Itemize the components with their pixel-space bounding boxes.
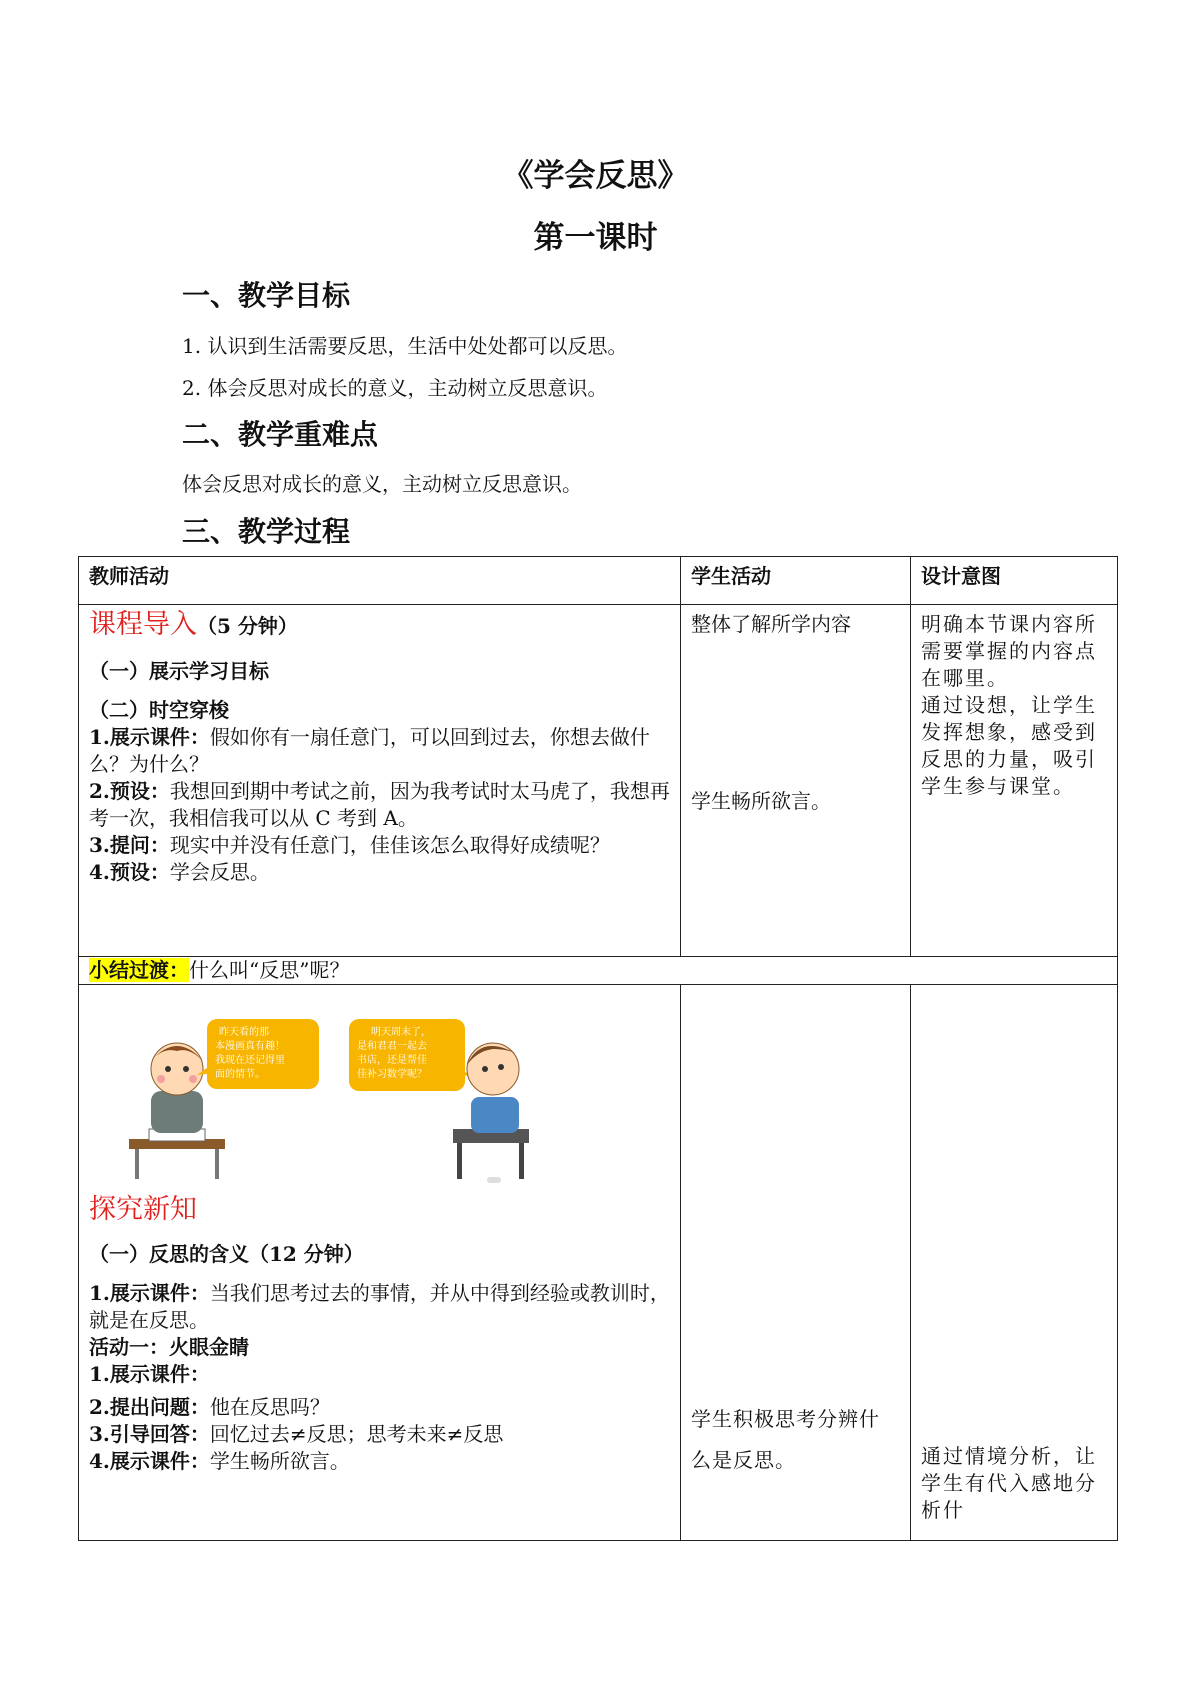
key-text: 体会反思对成长的意义，主动树立反思意识。 <box>182 472 582 496</box>
list-item: 3.引导回答：回忆过去≠反思；思考未来≠反思 <box>89 1422 504 1446</box>
document-subtitle: 第一课时 <box>533 220 658 256</box>
lesson-table <box>78 556 1118 1541</box>
student-activity: 整体了解所学内容 <box>691 612 851 636</box>
svg-text:面的情节。: 面的情节。 <box>215 1069 265 1080</box>
header-design: 设计意图 <box>911 557 1118 605</box>
table-row <box>79 985 1118 1541</box>
svg-text:昨天看的那: 昨天看的那 <box>219 1027 269 1038</box>
activity-title: 活动一：火眼金睛 <box>89 1335 249 1359</box>
sub-heading: （一）反思的含义（12 分钟） <box>89 1242 364 1266</box>
svg-text:我现在还记得里: 我现在还记得里 <box>215 1055 285 1066</box>
student-activity: 学生畅所欲言。 <box>691 789 831 813</box>
table-header-row <box>79 557 1118 605</box>
table-row <box>79 605 1118 957</box>
design-note: 通过设想，让学生发挥想象，感受到反思的力量，吸引学生参与课堂。 <box>921 693 1097 798</box>
list-item: 1.展示课件： <box>89 1362 210 1386</box>
document-title: 《学会反思》 <box>502 158 689 194</box>
list-item: 1.展示课件：假如你有一扇任意门，可以回到过去，你想去做什么？为什么？ <box>89 725 650 776</box>
section-title-row <box>89 611 670 640</box>
design-note: 通过情境分析，让学生有代入感地分析什 <box>921 1444 1097 1522</box>
cartoon-illustration <box>89 1009 549 1184</box>
svg-text:书店，还是帮佳: 书店，还是帮佳 <box>357 1055 427 1066</box>
list-item: 4.预设：学会反思。 <box>89 860 270 884</box>
student-activity: 学生积极思考分辨什么是反思。 <box>691 1407 880 1472</box>
section-time: （5 分钟） <box>197 614 298 638</box>
speech-bubble-icon <box>197 1019 319 1089</box>
summary-text: 什么叫“反思”呢？ <box>189 958 350 982</box>
teacher-cell <box>79 985 681 1541</box>
key-heading: 二、教学重难点 <box>182 418 379 451</box>
list-item: 1.展示课件：当我们思考过去的事情，并从中得到经验或教训时，就是在反思。 <box>89 1281 670 1332</box>
student-cell <box>681 605 911 957</box>
goal-item: 1. 认识到生活需要反思，生活中处处都可以反思。 <box>182 334 628 358</box>
section-title: 课程导入 <box>89 609 197 640</box>
speech-bubble-icon <box>349 1019 471 1091</box>
goals-heading: 一、教学目标 <box>182 279 351 312</box>
svg-text:是和君君一起去: 是和君君一起去 <box>357 1041 427 1052</box>
summary-label: 小结过渡： <box>89 958 189 982</box>
header-student: 学生活动 <box>681 557 911 605</box>
sub-heading: （一）展示学习目标 <box>89 659 269 683</box>
section-title: 探究新知 <box>89 1194 197 1225</box>
design-cell <box>911 985 1118 1541</box>
summary-row <box>79 957 1118 985</box>
summary-cell <box>79 957 1118 985</box>
header-teacher: 教师活动 <box>79 557 681 605</box>
list-item: 3.提问：现实中并没有任意门，佳佳该怎么取得好成绩呢？ <box>89 833 610 857</box>
goal-item: 2. 体会反思对成长的意义，主动树立反思意识。 <box>182 376 608 400</box>
sub-heading: （二）时空穿梭 <box>89 698 229 722</box>
svg-text:明天周末了，: 明天周末了， <box>371 1027 431 1038</box>
svg-text:本漫画真有趣！: 本漫画真有趣！ <box>215 1041 285 1052</box>
list-item: 2.提出问题：他在反思吗？ <box>89 1395 330 1419</box>
teacher-cell <box>79 605 681 957</box>
list-item: 2.预设：我想回到期中考试之前，因为我考试时太马虎了，我想再考一次，我相信我可以从 C 考到 A。 <box>89 779 670 830</box>
list-item: 4.展示课件：学生畅所欲言。 <box>89 1449 350 1473</box>
svg-text:佳补习数学呢？: 佳补习数学呢？ <box>357 1069 427 1080</box>
process-heading: 三、教学过程 <box>182 515 351 548</box>
design-note: 明确本节课内容所需要掌握的内容点在哪里。 <box>921 612 1097 690</box>
student-cell <box>681 985 911 1541</box>
design-cell <box>911 605 1118 957</box>
